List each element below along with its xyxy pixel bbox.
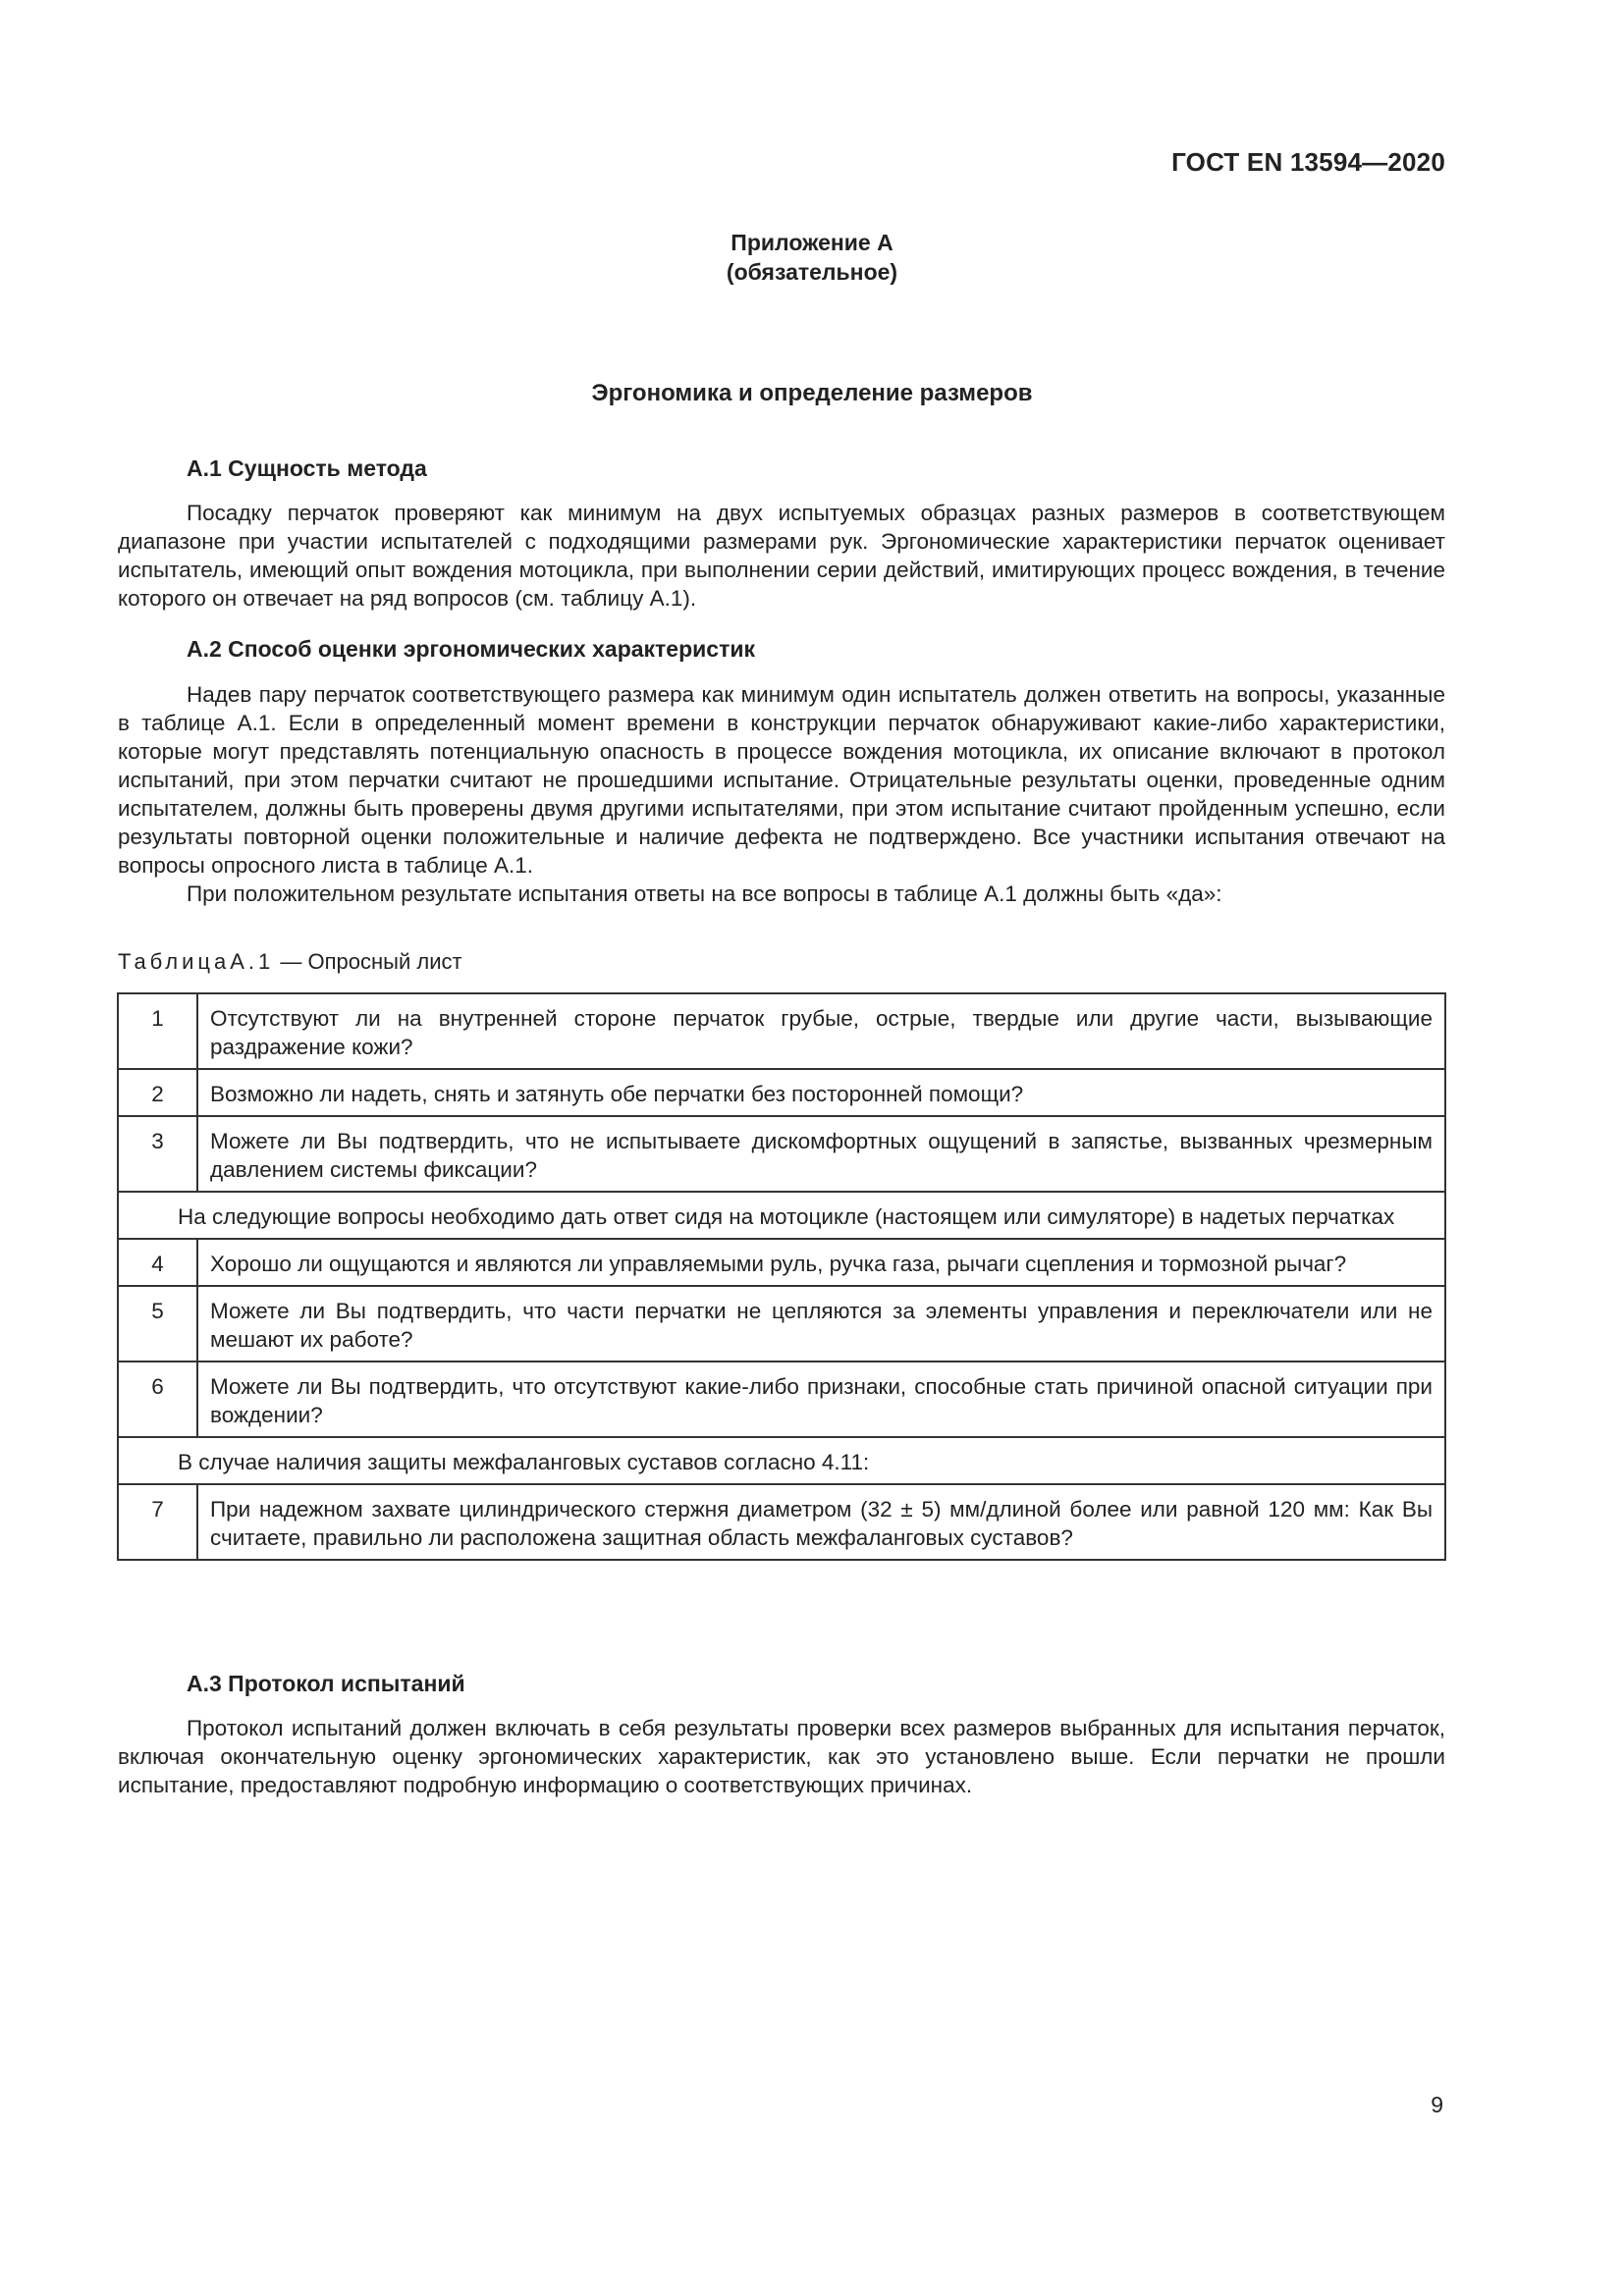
table-row	[118, 993, 1445, 1069]
document-code: ГОСТ EN 13594—2020	[1171, 147, 1445, 177]
table-row	[118, 1484, 1445, 1560]
question-number: 5	[118, 1286, 197, 1362]
section-a2-body	[118, 680, 1445, 908]
paragraph: Протокол испытаний должен включать в себя результаты проверки всех размеров выбранных для испытания перчаток, включая окончательную оценку эргономических характеристик, как это установлено выше. Если перчатки не прошли испытание, предоставляют подробную информацию о соответствующих причинах.	[118, 1716, 1445, 1797]
table-caption-label: ТаблицаА.1	[118, 949, 275, 974]
question-text: Можете ли Вы подтвердить, что части перчатки не цепляются за элементы управления и переключатели или не мешают их работе?	[197, 1286, 1445, 1362]
main-title: Эргономика и определение размеров	[591, 380, 1033, 406]
question-number: 7	[118, 1484, 197, 1560]
group-note: На следующие вопросы необходимо дать ответ сидя на мотоцикле (настоящем или симуляторе) в надетых перчатках	[118, 1192, 1445, 1239]
question-number: 1	[118, 993, 197, 1069]
paragraph: При положительном результате испытания ответы на все вопросы в таблице А.1 должны быть «да»:	[187, 881, 1222, 906]
section-a1-body	[118, 499, 1445, 613]
page-number: 9	[1431, 2092, 1443, 2117]
paragraph: Посадку перчаток проверяют как минимум на двух испытуемых образцах разных размеров в соответствующем диапазоне при участии испытателей с подходящими размерами рук. Эргономические характеристики перчаток оценивает испытатель, имеющий опыт вождения мотоцикла, при выполнении серии действий, имитирующих процесс вождения, в течение которого он отвечает на ряд вопросов (см. таблицу А.1).	[118, 501, 1445, 611]
group-note: В случае наличия защиты межфаланговых суставов согласно 4.11:	[118, 1437, 1445, 1484]
table-caption-text: — Опросный лист	[280, 949, 462, 974]
question-text: Хорошо ли ощущаются и являются ли управляемыми руль, ручка газа, рычаги сцепления и тормозной рычаг?	[197, 1239, 1445, 1286]
question-text: Можете ли Вы подтвердить, что не испытываете дискомфортных ощущений в запястье, вызванных чрезмерным давлением системы фиксации?	[197, 1116, 1445, 1192]
annex-heading	[0, 228, 1624, 287]
table-group-row	[118, 1437, 1445, 1484]
table-row	[118, 1362, 1445, 1437]
questionnaire-table	[117, 992, 1446, 1561]
question-number: 6	[118, 1362, 197, 1437]
question-number: 4	[118, 1239, 197, 1286]
annex-status: (обязательное)	[726, 259, 898, 285]
section-heading-a1: А.1 Сущность метода	[187, 455, 427, 481]
question-text: Можете ли Вы подтвердить, что отсутствуют какие-либо признаки, способные стать причиной опасной ситуации при вождении?	[197, 1362, 1445, 1437]
table-group-row	[118, 1192, 1445, 1239]
section-heading-a2: А.2 Способ оценки эргономических характеристик	[187, 636, 755, 662]
question-text: При надежном захвате цилиндрического стержня диаметром (32 ± 5) мм/длиной более или равной 120 мм: Как Вы считаете, правильно ли расположена защитная область межфаланговых суставов?	[197, 1484, 1445, 1560]
question-number: 3	[118, 1116, 197, 1192]
annex-title: Приложение А	[731, 230, 893, 255]
section-heading-a3: А.3 Протокол испытаний	[187, 1671, 465, 1696]
question-text: Отсутствуют ли на внутренней стороне перчаток грубые, острые, твердые или другие части, вызывающие раздражение кожи?	[197, 993, 1445, 1069]
paragraph: Надев пару перчаток соответствующего размера как минимум один испытатель должен ответить на вопросы, указанные в таблице А.1. Если в определенный момент времени в конструкции перчаток обнаруживают какие-либо характеристики, которые могут представлять потенциальную опасность в процессе вождения мотоцикла, их описание включают в протокол испытаний, при этом перчатки считают не прошедшими испытание. Отрицательные результаты оценки, проведенные одним испытателем, должны быть проверены двумя другими испытателями, при этом испытание считают пройденным успешно, если результаты повторной оценки положительные и наличие дефекта не подтверждено. Все участники испытания отвечают на вопросы опросного листа в таблице А.1.	[118, 682, 1445, 878]
question-text: Возможно ли надеть, снять и затянуть обе перчатки без посторонней помощи?	[197, 1069, 1445, 1116]
table-row	[118, 1239, 1445, 1286]
table-row	[118, 1116, 1445, 1192]
table-caption	[118, 949, 462, 975]
table-row	[118, 1069, 1445, 1116]
section-a3-body	[118, 1714, 1445, 1799]
question-number: 2	[118, 1069, 197, 1116]
table-row	[118, 1286, 1445, 1362]
